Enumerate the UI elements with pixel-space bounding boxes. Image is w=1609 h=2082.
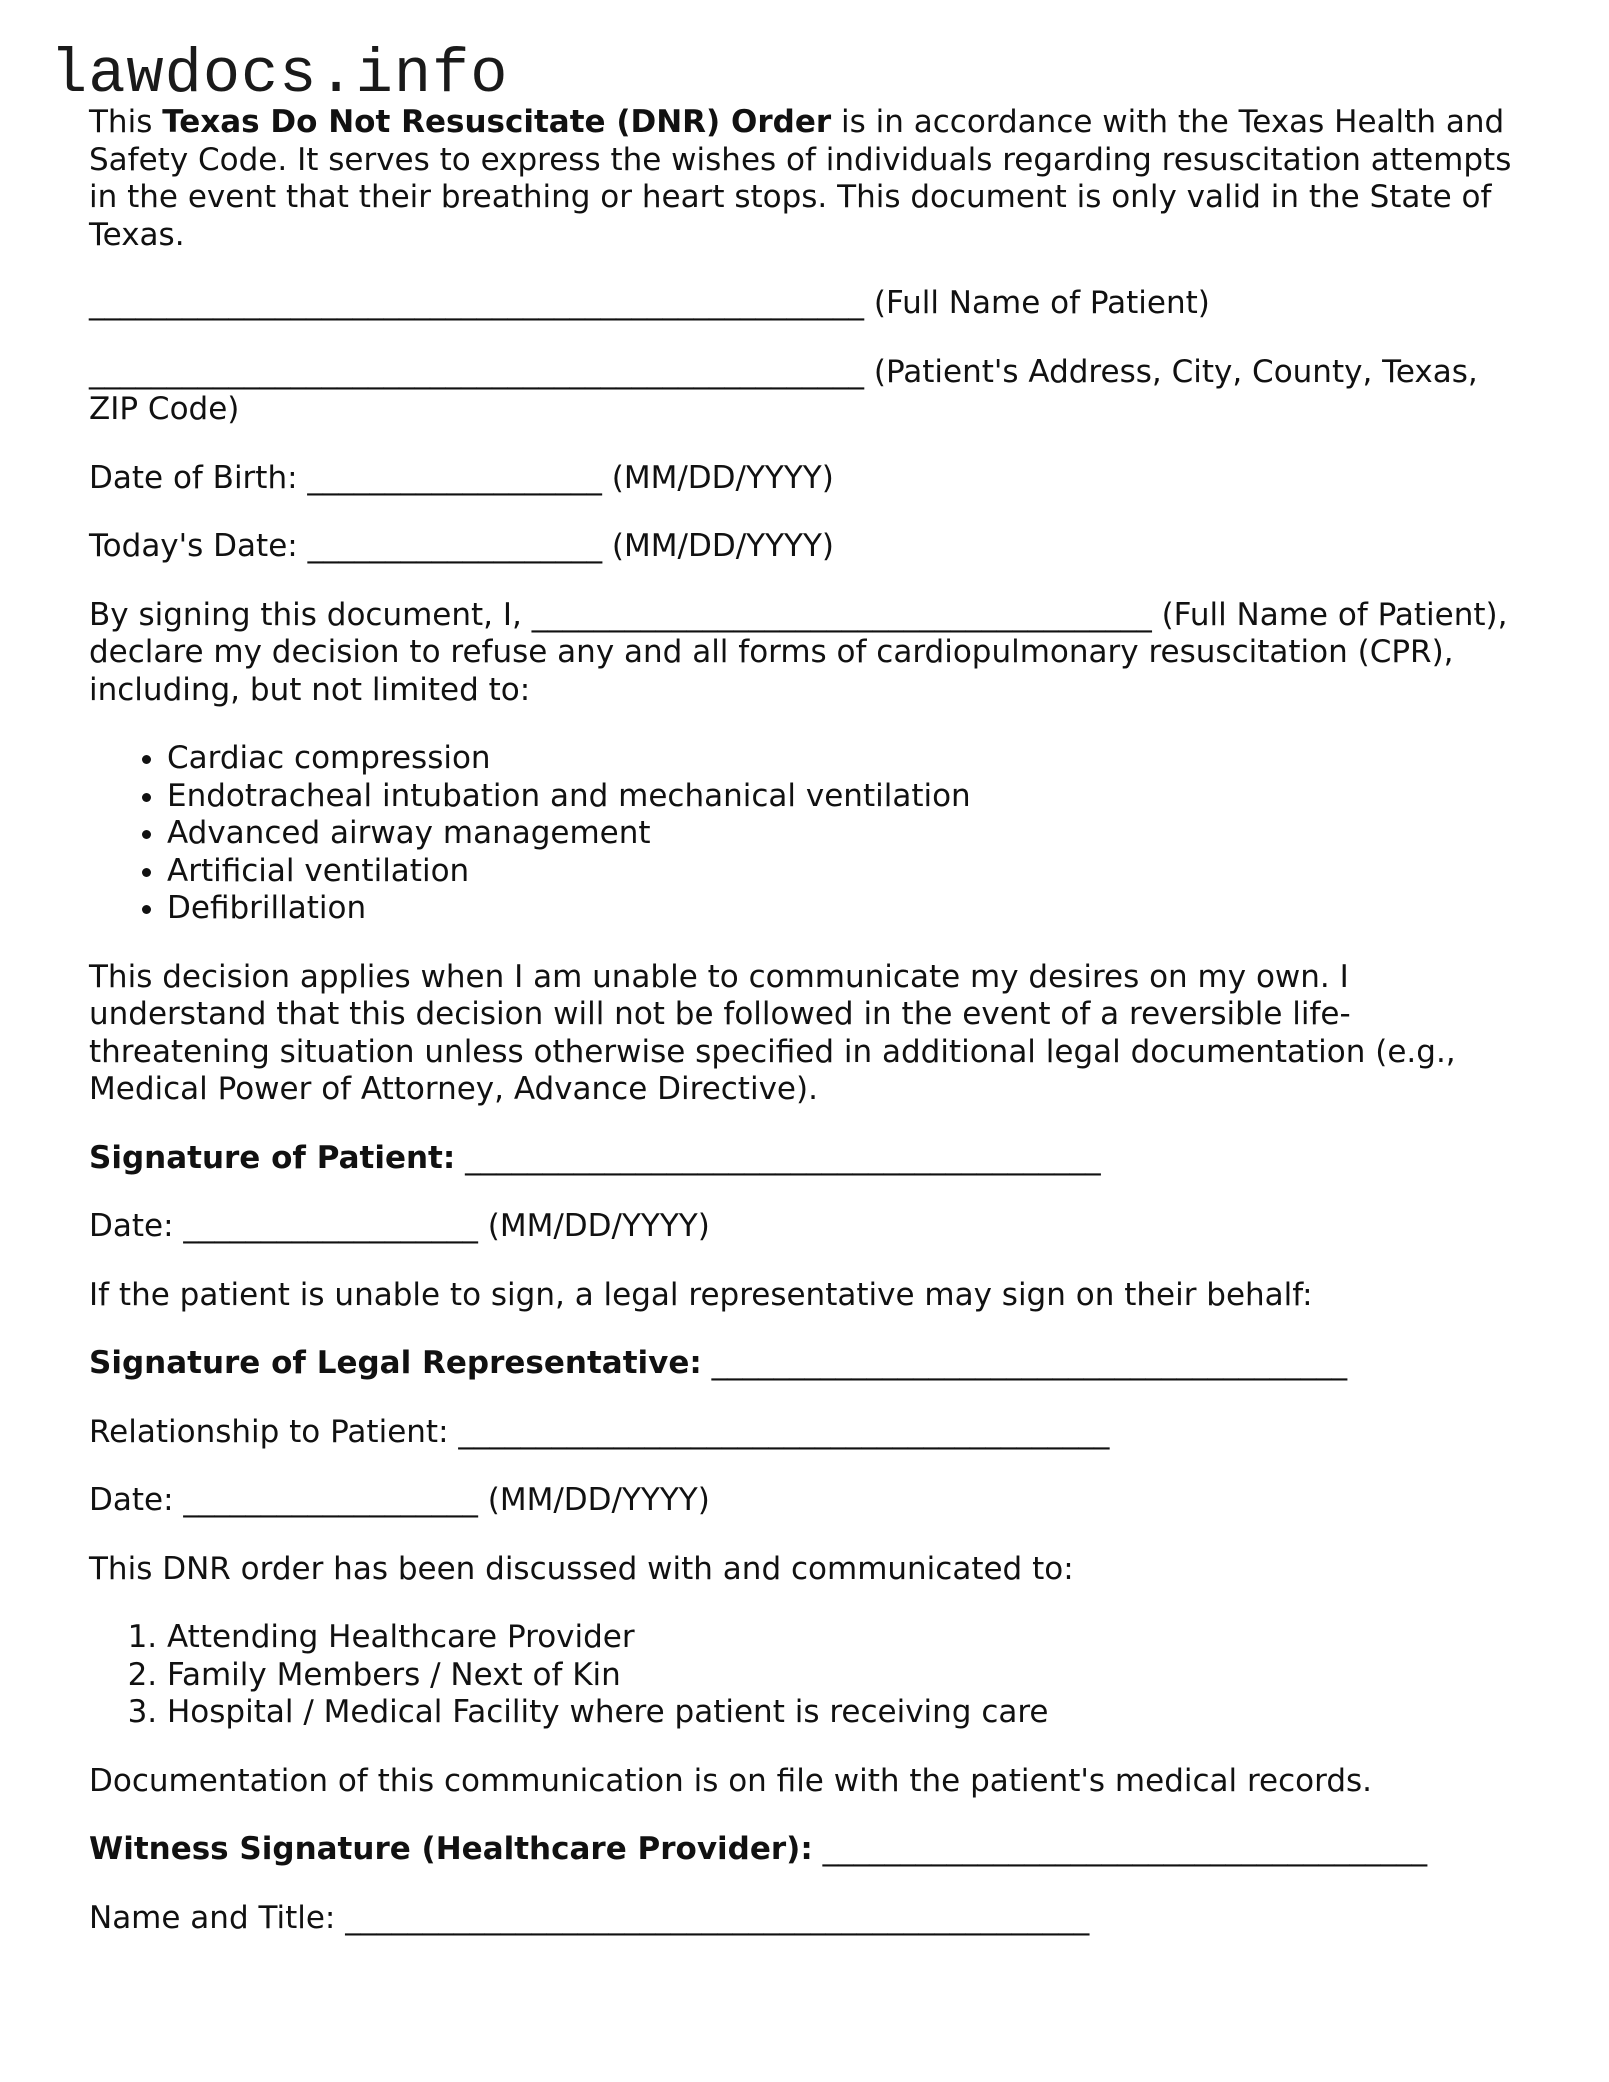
representative-intro: If the patient is unable to sign, a legal representative may sign on their behalf: <box>89 1276 1313 1313</box>
witness-signature-line: _______________________________________ <box>812 1831 1428 1867</box>
list-item: • Artificial ventilation <box>167 853 1529 891</box>
declaration-paragraph: By signing this document, I, ________________________________________ (Full Name of Patient), declare my decision to refuse any and all forms of cardiopulmonary resuscitation (CPR), including, but not limited to: <box>89 596 1508 708</box>
patient-address-field: __________________________________________________ (Patient's Address, City, County, Texas, ZIP Code) <box>89 353 1478 427</box>
representative-date-field: Date: ___________________ (MM/DD/YYYY) <box>89 1482 710 1518</box>
patient-signature-line: _________________________________________ <box>455 1139 1101 1176</box>
name-and-title-field: Name and Title: ________________________________________________ <box>89 1899 1090 1936</box>
list-item: • Cardiac compression <box>167 740 1529 778</box>
cpr-list <box>89 740 1529 928</box>
intro-rest: is in accordance with the Texas Health and Safety Code. It serves to express the wishes of individuals regarding resuscitation attempts in the event that their breathing or heart stops. This document is only valid in the State of Texas. <box>89 104 1512 253</box>
intro-paragraph <box>89 104 1529 254</box>
witness-signature-field <box>89 1831 1529 1869</box>
representative-signature-label: Signature of Legal Representative: <box>89 1345 702 1381</box>
watermark-logo: lawdocs.info <box>50 39 509 110</box>
witness-signature-label: Witness Signature (Healthcare Provider): <box>89 1831 813 1867</box>
patient-signature-label: Signature of Patient: <box>89 1139 456 1176</box>
communicated-list <box>89 1619 1529 1732</box>
communicated-intro: This DNR order has been discussed with and communicated to: <box>89 1550 1074 1587</box>
representative-signature-line: _________________________________________ <box>701 1345 1348 1381</box>
list-item: • Advanced airway management <box>167 815 1529 853</box>
relationship-field: Relationship to Patient: __________________________________________ <box>89 1413 1110 1450</box>
patient-signature-field <box>89 1140 1529 1178</box>
list-item: • Endotracheal intubation and mechanical ventilation <box>167 778 1529 816</box>
list-item: • Defibrillation <box>167 890 1529 928</box>
list-item: 3. Hospital / Medical Facility where patient is receiving care <box>167 1694 1529 1732</box>
documentation-paragraph: Documentation of this communication is on file with the patient's medical records. <box>89 1762 1373 1799</box>
representative-signature-field <box>89 1345 1529 1383</box>
intro-lead: This <box>89 104 163 140</box>
decision-paragraph: This decision applies when I am unable to communicate my desires on my own. I understand that this decision will not be followed in the event of a reversible life-threatening situation unless otherwise specified in additional legal documentation (e.g., Medical Power of Attorney, Advance Directive). <box>89 958 1456 1107</box>
list-item: 2. Family Members / Next of Kin <box>167 1657 1529 1695</box>
patient-date-field: Date: ___________________ (MM/DD/YYYY) <box>89 1208 710 1244</box>
date-of-birth-field: Date of Birth: ___________________ (MM/DD/YYYY) <box>89 459 834 496</box>
list-item: 1. Attending Healthcare Provider <box>167 1619 1529 1657</box>
patient-name-field: __________________________________________________ (Full Name of Patient) <box>89 285 1210 321</box>
intro-title: Texas Do Not Resuscitate (DNR) Order <box>162 104 832 140</box>
document-body <box>89 104 1529 1968</box>
todays-date-field: Today's Date: ___________________ (MM/DD/YYYY) <box>89 528 834 564</box>
